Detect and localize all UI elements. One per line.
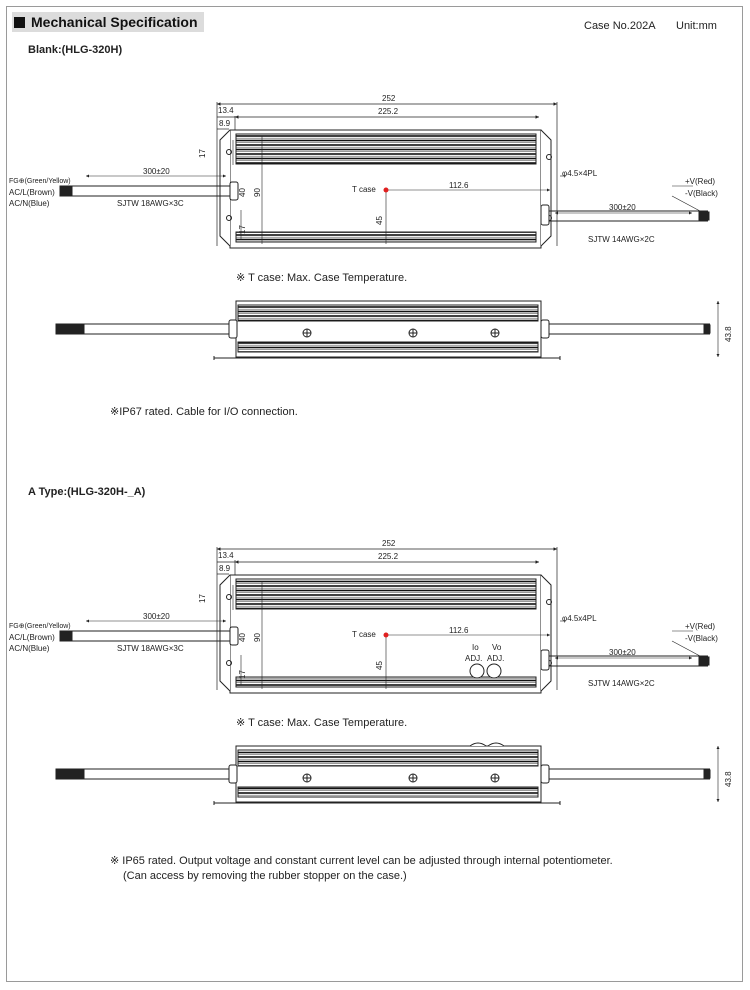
blank-input-length: 300±20 <box>143 167 170 176</box>
vo-label: Vo <box>492 643 502 652</box>
section-title: Mechanical Specification <box>31 14 198 30</box>
atype-tcase-dot <box>384 633 389 638</box>
atype-vneg-label: -V(Black) <box>685 634 718 643</box>
atype-dim-17-top: 17 <box>198 594 207 603</box>
vo-adj-potentiometer <box>487 664 501 678</box>
blank-fg-label: FG⊕(Green/Yellow) <box>9 178 71 185</box>
atype-output-length: 300±20 <box>609 648 636 657</box>
atype-tcase-note: ※ T case: Max. Case Temperature. <box>236 717 408 729</box>
atype-tcase-label: T case <box>352 630 376 639</box>
atype-dim-112-6: 112.6 <box>449 626 469 635</box>
io-adj-label: ADJ. <box>465 654 483 663</box>
blank-dim-112-6: 112.6 <box>449 181 469 190</box>
blank-title: Blank:(HLG-320H) <box>28 44 123 56</box>
atype-dim-8-9: 8.9 <box>219 564 231 573</box>
blank-dim-45: 45 <box>375 216 384 225</box>
atype-vpos-label: +V(Red) <box>685 622 716 631</box>
atype-hole-label: φ4.5x4PL <box>562 614 597 623</box>
blank-dim-90: 90 <box>253 188 262 197</box>
atype-input-cable: SJTW 18AWG×3C <box>117 644 184 653</box>
blank-hole-label: φ4.5×4PL <box>562 169 598 178</box>
atype-dim-40: 40 <box>238 633 247 642</box>
blank-dim-252: 252 <box>382 94 396 103</box>
atype-rating-note-2: (Can access by removing the rubber stopper on the case.) <box>123 870 407 882</box>
blank-dim-8-9: 8.9 <box>219 119 231 128</box>
blank-tcase-label: T case <box>352 185 376 194</box>
blank-output-cable: SJTW 14AWG×2C <box>588 235 655 244</box>
atype-output-cable: SJTW 14AWG×2C <box>588 679 655 688</box>
atype-dim-43-8: 43.8 <box>724 771 733 787</box>
unit-label: Unit:mm <box>676 20 717 32</box>
blank-dim-17-bot: 17 <box>238 225 247 234</box>
atype-dim-225: 225.2 <box>378 552 399 561</box>
blank-tcase-dot <box>384 188 389 193</box>
atype-dim-17-bot: 17 <box>238 670 247 679</box>
blank-tcase-note: ※ T case: Max. Case Temperature. <box>236 272 408 284</box>
blank-dim-225: 225.2 <box>378 107 399 116</box>
blank-vpos-label: +V(Red) <box>685 177 716 186</box>
io-adj-potentiometer <box>470 664 484 678</box>
atype-dim-45: 45 <box>375 661 384 670</box>
atype-acl-label: AC/L(Brown) <box>9 633 55 642</box>
blank-dim-43-8: 43.8 <box>724 326 733 342</box>
atype-acn-label: AC/N(Blue) <box>9 644 50 653</box>
blank-acl-label: AC/L(Brown) <box>9 188 55 197</box>
blank-rating-note: ※IP67 rated. Cable for I/O connection. <box>110 406 298 418</box>
atype-dim-90: 90 <box>253 633 262 642</box>
case-number: Case No.202A <box>584 20 656 32</box>
blank-dim-17-top: 17 <box>198 149 207 158</box>
vo-adj-label: ADJ. <box>487 654 505 663</box>
io-label: Io <box>472 643 479 652</box>
blank-acn-label: AC/N(Blue) <box>9 199 50 208</box>
blank-dim-13-4: 13.4 <box>218 106 234 115</box>
atype-rating-note-1: ※ IP65 rated. Output voltage and constant current level can be adjusted through internal potentiometer. <box>110 855 613 867</box>
atype-input-length: 300±20 <box>143 612 170 621</box>
atype-title: A Type:(HLG-320H-_A) <box>28 486 146 498</box>
atype-dim-252: 252 <box>382 539 396 548</box>
atype-fg-label: FG⊕(Green/Yellow) <box>9 623 71 630</box>
blank-vneg-label: -V(Black) <box>685 189 718 198</box>
blank-output-length: 300±20 <box>609 203 636 212</box>
blank-side-view <box>56 301 718 360</box>
atype-dim-13-4: 13.4 <box>218 551 234 560</box>
atype-side-view <box>56 743 718 805</box>
blank-input-cable: SJTW 18AWG×3C <box>117 199 184 208</box>
blank-dim-40: 40 <box>238 188 247 197</box>
